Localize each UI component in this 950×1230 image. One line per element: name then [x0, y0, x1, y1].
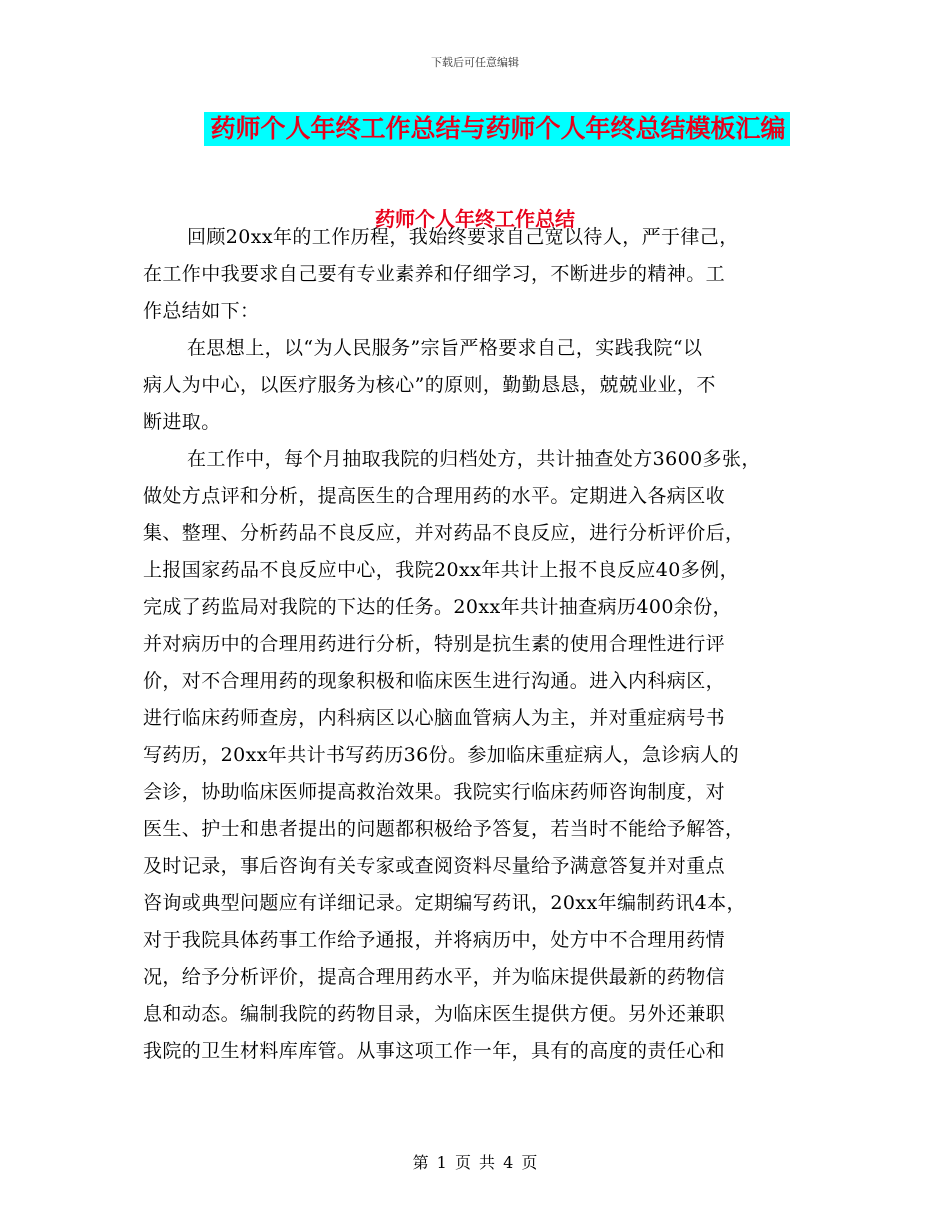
paragraph-line: 断进取。 [143, 411, 221, 433]
paragraph-line: 在思想上，以“为人民服务”宗旨严格要求自己，实践我院“以 [187, 337, 703, 359]
paragraph-line: 咨询或典型问题应有详细记录。定期编写药讯，20xx年编制药讯4本， [143, 892, 746, 914]
paragraph-line: 在工作中，每个月抽取我院的归档处方，共计抽查处方3600多张， [187, 448, 761, 470]
header-note: 下载后可任意编辑 [431, 56, 519, 69]
body-text [143, 219, 815, 1070]
paragraph-line: 进行临床药师查房，内科病区以心脑血管病人为主，并对重症病号书 [143, 707, 726, 729]
paragraph-line: 况，给予分析评价，提高合理用药水平，并为临床提供最新的药物信 [143, 966, 726, 988]
paragraph-line: 写药历，20xx年共计书写药历36份。参加临床重症病人，急诊病人的 [143, 744, 739, 766]
paragraph-line: 上报国家药品不良反应中心，我院20xx年共计上报不良反应40多例， [143, 559, 739, 581]
paragraph-line: 价，对不合理用药的现象积极和临床医生进行沟通。进入内科病区， [143, 670, 726, 692]
paragraph-line: 作总结如下： [143, 300, 260, 322]
paragraph-line: 病人为中心，以医疗服务为核心”的原则，勤勤恳恳，兢兢业业，不 [143, 374, 716, 396]
paragraph-line: 对于我院具体药事工作给予通报，并将病历中，处方中不合理用药情 [143, 929, 726, 951]
paragraph-line: 完成了药监局对我院的下达的任务。20xx年共计抽查病历400余份， [143, 596, 733, 618]
paragraph-line: 并对病历中的合理用药进行分析，特别是抗生素的使用合理性进行评 [143, 633, 726, 655]
paragraph-line: 及时记录，事后咨询有关专家或查阅资料尽量给予满意答复并对重点 [143, 855, 726, 877]
page-number-footer: 第 1 页 共 4 页 [412, 1153, 538, 1172]
paragraph-line: 息和动态。编制我院的药物目录，为临床医生提供方便。另外还兼职 [143, 1003, 726, 1025]
paragraph-line: 我院的卫生材料库库管。从事这项工作一年，具有的高度的责任心和 [143, 1040, 726, 1062]
paragraph-line: 在工作中我要求自己要有专业素养和仔细学习，不断进步的精神。工 [143, 263, 726, 285]
paragraph-line: 集、整理、分析药品不良反应，并对药品不良反应，进行分析评价后， [143, 522, 745, 544]
paragraph-line: 做处方点评和分析，提高医生的合理用药的水平。定期进入各病区收 [143, 485, 726, 507]
section-title: 药师个人年终工作总结 [375, 207, 575, 231]
document-title: 药师个人年终工作总结与药师个人年终总结模板汇编 [204, 112, 789, 146]
paragraph-line: 会诊，协助临床医师提高救治效果。我院实行临床药师咨询制度，对 [143, 781, 726, 803]
paragraph-line: 医生、护士和患者提出的问题都积极给予答复，若当时不能给予解答， [143, 818, 745, 840]
paragraph-line: 回顾20xx年的工作历程，我始终要求自己宽以待人，严于律己， [187, 226, 739, 248]
document-title-wrapper [0, 112, 950, 146]
